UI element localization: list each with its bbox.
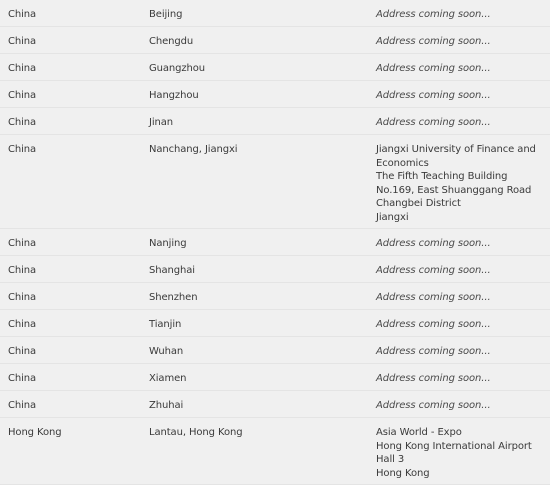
address-cell — [366, 399, 550, 413]
country-cell: China — [8, 63, 37, 74]
table-row — [0, 27, 550, 54]
table-row — [0, 337, 550, 364]
table-row — [0, 0, 550, 27]
country-cell: China — [8, 36, 37, 47]
address-line: Hong Kong — [376, 467, 430, 479]
address-cell — [366, 143, 550, 224]
address-pending-text: Address coming soon... — [376, 319, 491, 330]
country-cell: China — [8, 373, 37, 384]
address-cell — [366, 264, 550, 278]
address-line: Hong Kong International Airport — [376, 440, 532, 452]
address-pending-text: Address coming soon... — [376, 346, 491, 357]
address-pending-text: Address coming soon... — [376, 117, 491, 128]
country-cell: Hong Kong — [8, 427, 62, 438]
city-cell: Xiamen — [149, 373, 187, 384]
address-line: Jiangxi University of Finance and — [376, 144, 536, 155]
country-cell: China — [8, 9, 37, 20]
table-row — [0, 108, 550, 135]
city-cell: Nanchang, Jiangxi — [149, 144, 238, 155]
country-cell: China — [8, 265, 37, 276]
table-row — [0, 418, 550, 485]
city-cell: Nanjing — [149, 238, 187, 249]
address-pending-text: Address coming soon... — [376, 292, 491, 303]
address-cell — [366, 426, 550, 480]
city-cell: Shanghai — [149, 265, 195, 276]
country-cell: China — [8, 238, 37, 249]
country-cell: China — [8, 144, 37, 155]
city-cell: Wuhan — [149, 346, 184, 357]
address-cell — [366, 8, 550, 22]
table-row — [0, 391, 550, 418]
address-line: Hall 3 — [376, 454, 405, 465]
address-pending-text: Address coming soon... — [376, 36, 491, 47]
city-cell: Lantau, Hong Kong — [149, 427, 243, 438]
address-pending-text: Address coming soon... — [376, 400, 491, 411]
city-cell: Shenzhen — [149, 292, 198, 303]
table-row — [0, 135, 550, 229]
city-cell: Hangzhou — [149, 90, 199, 101]
country-cell: China — [8, 292, 37, 303]
address-pending-text: Address coming soon... — [376, 90, 491, 101]
city-cell: Guangzhou — [149, 63, 206, 74]
address-cell — [366, 372, 550, 386]
address-cell — [366, 318, 550, 332]
address-line: Economics — [376, 157, 429, 169]
city-cell: Chengdu — [149, 36, 194, 47]
country-cell: China — [8, 400, 37, 411]
city-cell: Tianjin — [149, 319, 182, 330]
address-cell — [366, 62, 550, 76]
country-cell: China — [8, 90, 37, 101]
address-cell — [366, 89, 550, 103]
address-cell — [366, 116, 550, 130]
table-row — [0, 256, 550, 283]
address-pending-text: Address coming soon... — [376, 63, 491, 74]
table-row — [0, 283, 550, 310]
country-cell: China — [8, 346, 37, 357]
address-cell — [366, 345, 550, 359]
city-cell: Zhuhai — [149, 400, 184, 411]
address-cell — [366, 291, 550, 305]
table-row — [0, 229, 550, 256]
table-row — [0, 54, 550, 81]
table-row — [0, 81, 550, 108]
address-pending-text: Address coming soon... — [376, 9, 491, 20]
address-cell — [366, 237, 550, 251]
address-line: No.169, East Shuanggang Road — [376, 184, 532, 196]
address-line: The Fifth Teaching Building — [376, 171, 508, 182]
address-cell — [366, 35, 550, 49]
address-pending-text: Address coming soon... — [376, 265, 491, 276]
country-cell: China — [8, 117, 37, 128]
table-row — [0, 364, 550, 391]
country-cell: China — [8, 319, 37, 330]
city-cell: Jinan — [149, 117, 174, 128]
city-cell: Beijing — [149, 9, 183, 20]
address-pending-text: Address coming soon... — [376, 238, 491, 249]
address-line: Jiangxi — [376, 211, 409, 223]
address-line: Changbei District — [376, 198, 461, 209]
address-pending-text: Address coming soon... — [376, 373, 491, 384]
address-line: Asia World - Expo — [376, 427, 462, 438]
table-row — [0, 310, 550, 337]
